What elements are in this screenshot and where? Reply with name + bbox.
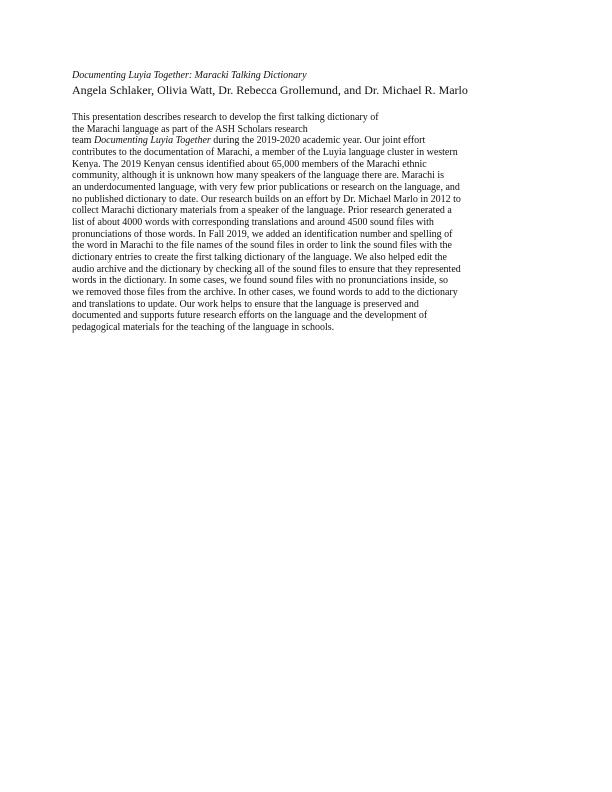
abstract-line: pedagogical materials for the teaching of the language in schools.	[72, 321, 335, 333]
abstract-line-suffix: during the 2019-2020 academic year. Our joint effort	[210, 135, 426, 147]
abstract-line: Kenya. The 2019 Kenyan census identified about 65,000 members of the Marachi ethnic	[72, 158, 427, 170]
abstract-paragraph	[72, 112, 544, 333]
abstract-line: words in the dictionary. In some cases, we found sound files with no pronunciations inside, so	[72, 275, 448, 287]
document-header	[72, 70, 542, 97]
abstract-line: we removed those files from the archive. In other cases, we found words to add to the dictionary	[72, 286, 458, 298]
abstract-line: and translations to update. Our work helps to ensure that the language is preserved and	[72, 298, 419, 310]
abstract-line: This presentation describes research to develop the first talking dictionary of	[72, 112, 379, 123]
document-title: Documenting Luyia Together: Maracki Talking Dictionary	[72, 70, 307, 81]
abstract-line: no published dictionary to date. Our research builds on an effort by Dr. Michael Marlo in 2012 to	[72, 193, 461, 205]
abstract-line: the word in Marachi to the file names of the sound files in order to link the sound files with the	[72, 240, 452, 252]
abstract-line: the Marachi language as part of the ASH Scholars research	[72, 123, 308, 135]
abstract-line: audio archive and the dictionary by checking all of the sound files to ensure that they represented	[72, 263, 461, 275]
abstract-line: dictionary entries to create the first talking dictionary of the language. We also helped edit the	[72, 251, 447, 263]
document-authors: Angela Schlaker, Olivia Watt, Dr. Rebecca Grollemund, and Dr. Michael R. Marlo	[72, 83, 468, 97]
abstract-line: collect Marachi dictionary materials from a speaker of the language. Prior research generated a	[72, 205, 452, 217]
abstract-line: an underdocumented language, with very few prior publications or research on the language, and	[72, 181, 460, 193]
abstract-line	[72, 135, 544, 147]
abstract-line-prefix: team	[72, 135, 94, 147]
abstract-line: documented and supports future research efforts on the language and the development of	[72, 310, 428, 322]
abstract-line: list of about 4000 words with corresponding translations and around 4500 sound files with	[72, 216, 434, 228]
abstract-line: contributes to the documentation of Marachi, a member of the Luyia language cluster in western	[72, 146, 458, 158]
project-name: Documenting Luyia Together	[93, 135, 211, 147]
abstract-line: community, although it is unknown how many speakers of the language there are. Marachi is	[72, 170, 445, 182]
abstract-line: pronunciations of those words. In Fall 2019, we added an identification number and spelling of	[72, 228, 453, 240]
